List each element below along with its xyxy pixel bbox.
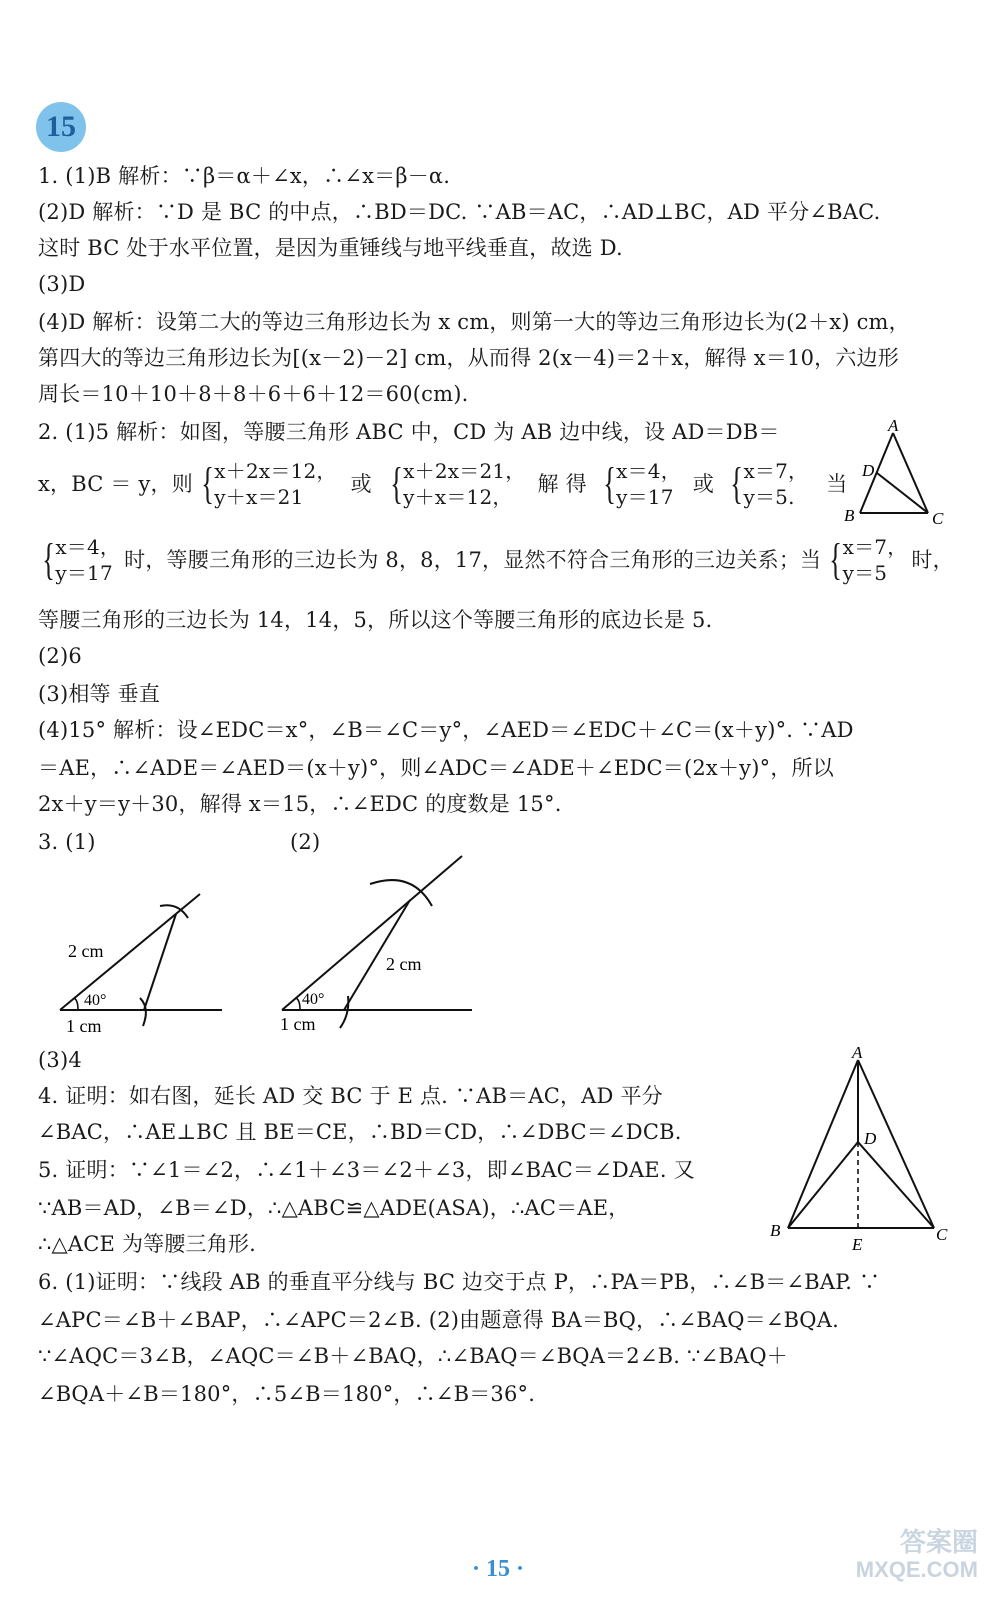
q1-line1: 1. (1)B 解析：∵β＝α＋∠x，∴∠x＝β－α. [38,164,451,188]
label-c: C [932,509,944,528]
q2-solve: 解 得 [537,472,587,496]
watermark [856,1528,978,1584]
q2-sub4-line3: 2x＋y＝y＋30，解得 x＝15，∴∠EDC 的度数是 15°. [38,792,562,816]
q1-line5: (4)D 解析：设第二大的等边三角形边长为 x cm，则第一大的等边三角形边长为(2＋x) cm， [38,310,910,334]
fig2-base-label: 1 cm [280,1014,316,1034]
q6-line2: ∠APC＝∠B＋∠BAP，∴∠APC＝2∠B. (2)由题意得 BA＝BQ，∴∠BAQ＝∠BQA. [38,1308,839,1332]
q3-label-2: (2) [290,830,321,854]
q1-line7: 周长＝10＋10＋8＋8＋6＋6＋12＝60(cm). [38,382,469,406]
label-e: E [852,1235,863,1254]
system-6-row1: x＝7， [842,535,908,559]
q2-equation-row [38,458,847,510]
fig1-side-label: 2 cm [68,941,104,961]
label-a: A [888,418,899,435]
q4-line1: 4. 证明：如右图，延长 AD 交 BC 于 E 点. ∵AB＝AC，AD 平分 [38,1084,663,1108]
section-badge: 15 [36,102,86,152]
fig2-side-label: 2 cm [386,954,422,974]
system-5-row1: x＝4， [55,535,121,559]
q2-sub4-line1: (4)15° 解析：设∠EDC＝x°，∠B＝∠C＝y°，∠AED＝∠EDC＋∠C＝(x＋y)°. ∵AD [38,718,854,742]
q2-conclusion-text: 时，等腰三角形的三边长为 8，8，17，显然不符合三角形的三边关系；当 [124,548,822,572]
system-5: { x＝4， y＝17 [42,535,121,585]
q2-line4: 等腰三角形的三边长为 14，14，5，所以这个等腰三角形的底边长是 5. [38,608,713,632]
q1-line2: (2)D 解析：∵D 是 BC 的中点，∴BD＝DC. ∵AB＝AC，∴AD⊥BC，AD 平分∠BAC. [38,200,881,224]
q1-line4: (3)D [38,272,86,296]
q4-line2: ∠BAC，∴AE⊥BC 且 BE＝CE，∴BD＝CD，∴∠DBC＝∠DCB. [38,1120,682,1144]
q1-line6: 第四大的等边三角形边长为[(x－2)－2] cm，从而得 2(x－4)＝2＋x，解得 x＝10，六边形 [38,346,899,370]
triangle-abcde-figure [764,1044,960,1256]
watermark-url: MXQE.COM [855,1557,978,1582]
q5-line3: ∴△ACE 为等腰三角形. [38,1232,257,1256]
system-4-row2: y＝5. [743,485,795,509]
system-2-row2: y＋x＝12， [403,485,513,509]
q2-conclusion-row [34,534,954,586]
q6-line1: 6. (1)证明：∵线段 AB 的垂直平分线与 BC 边交于点 P，∴PA＝PB，∴∠B＝∠BAP. ∵ [38,1270,881,1294]
q2-sub2: (2)6 [38,644,82,668]
system-6-row2: y＝5 [842,561,888,585]
system-1-row1: x＋2x＝12， [214,459,337,483]
construction-figure-1 [50,880,240,1040]
q2-conclusion-when: 时， [911,548,954,572]
system-1: { x＋2x＝12， y＋x＝21 [201,459,337,509]
system-3: { x＝4， y＝17 [603,459,681,509]
label-b: B [770,1221,781,1240]
triangle-abc-figure [840,418,960,530]
system-1-row2: y＋x＝21 [214,485,304,509]
label-a: A [852,1044,863,1062]
q2-or-1: 或 [350,472,372,496]
construction-figure-2 [272,850,478,1040]
q3-sub3: (3)4 [38,1048,82,1072]
page-number: · 15 · [471,1556,524,1582]
fig1-angle-label: 40° [84,992,107,1009]
q2-sub4-line2: ＝AE，∴∠ADE＝∠AED＝(x＋y)°，则∠ADC＝∠ADE＋∠EDC＝(2x＋y)°，所以 [38,756,834,780]
q6-line4: ∠BQA＋∠B＝180°，∴5∠B＝180°，∴∠B＝36°. [38,1382,536,1406]
q6-line3: ∵∠AQC＝3∠B，∠AQC＝∠B＋∠BAQ，∴∠BAQ＝∠BQA＝2∠B. ∵∠BAQ＋ [38,1344,788,1368]
system-3-row1: x＝4， [616,459,681,483]
system-2: { x＋2x＝21， y＋x＝12， [390,459,526,509]
system-4-row1: x＝7， [743,459,809,483]
q2-sub3: (3)相等 垂直 [38,682,161,706]
system-6: { x＝7， y＝5 [829,535,908,585]
system-5-row2: y＝17 [55,561,113,585]
q1-line3: 这时 BC 处于水平位置，是因为重锤线与地平线垂直，故选 D. [38,236,623,260]
q5-line1: 5. 证明：∵∠1＝∠2，∴∠1＋∠3＝∠2＋∠3，即∠BAC＝∠DAE. 又 [38,1158,695,1182]
q3-label-1: 3. (1) [38,830,96,854]
q5-line2: ∵AB＝AD，∠B＝∠D，∴△ABC≌△ADE(ASA)，∴AC＝AE， [38,1196,630,1220]
q2-or-2: 或 [692,472,715,496]
label-d: D [862,461,875,480]
system-4: { x＝7， y＝5. [730,459,809,509]
fig1-base-label: 1 cm [66,1016,102,1036]
q2-when: 当 [826,472,848,496]
label-b: B [844,506,855,525]
system-2-row1: x＋2x＝21， [403,459,526,483]
q2-eq-prefix: x，BC ＝ y，则 [38,472,193,496]
system-3-row2: y＝17 [616,485,674,509]
fig2-angle-label: 40° [302,991,325,1008]
watermark-logo: 答案圈 [899,1527,978,1557]
q2-line1: 2. (1)5 解析：如图，等腰三角形 ABC 中，CD 为 AB 边中线，设 AD＝DB＝ [38,420,780,444]
label-d: D [864,1129,877,1148]
label-c: C [936,1225,948,1244]
